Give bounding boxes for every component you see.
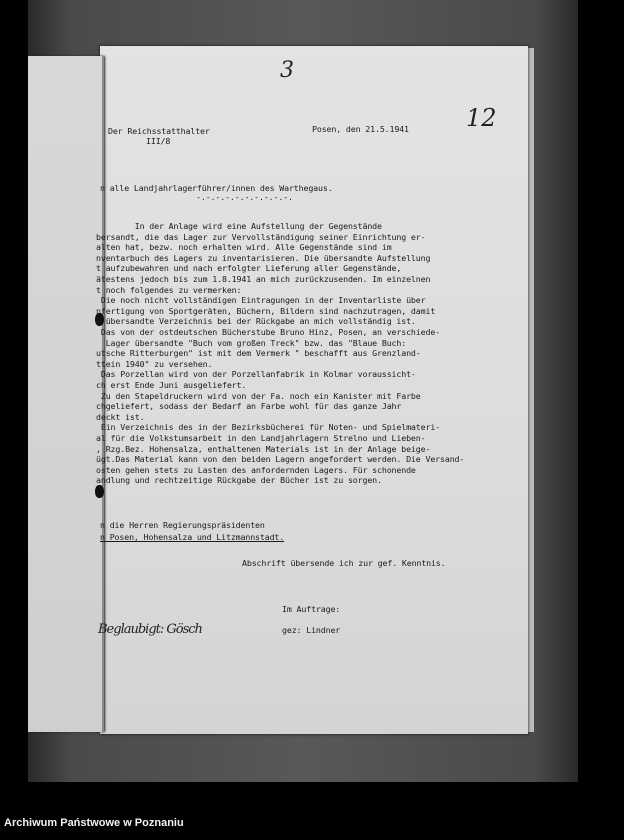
handwritten-signature: Beglaubigt: Gösch [98,622,202,637]
signature-typed: gez: Lindner [282,625,341,635]
body-line: Lager übersandte "Buch vom großen Treck" bzw. das "Blaue Buch: [96,337,407,348]
body-line: ügt.Das Material kann von den beiden Lagern angefordert werden. Die Versand- [96,454,465,465]
archive-footer: Archiwum Państwowe w Poznaniu [4,817,184,829]
body-line: alten hat, bezw. noch erhalten wird. Alle Gegenstände sind im [96,242,392,253]
body-line: e übersandte Verzeichnis bei der Rückgabe an mich vollständig ist. [96,316,416,327]
body-line: ttein 1940" zu versehen. [96,358,213,369]
body-line: Zu den Stapeldruckern wird von der Fa. noch ein Kanister mit Farbe [96,390,421,401]
binding-hole [95,485,104,498]
reference: III/8 [146,136,171,146]
addressee-rule: -.-.-.-.-.-.-.-.-.-. [196,192,293,202]
body-line: Die noch nicht vollständigen Eintragungen in der Inventarliste über [96,295,426,306]
body-line: utsche Ritterburgen" ist mit dem Vermerk " beschafft aus Grenzland- [96,348,421,359]
body-line: Das von der ostdeutschen Bücherstube Bruno Hinz, Posen, an verschiede- [96,327,441,337]
body-line: deckt ist. [96,411,145,422]
folio-number: 12 [466,104,497,132]
body-line: Das Porzellan wird von der Porzellanfabrik in Kolmar voraussicht- [96,369,416,380]
archive-stamp: 3 [280,58,294,83]
body-line: nfertigung von Sportgeräten, Büchern, Bildern sind nachzutragen, damit [96,305,436,316]
body-line: chgeliefert, sodass der Bedarf an Farbe wohl für das ganze Jahr [96,401,402,412]
body-line: bersandt, die das Lager zur Vervollständigung seiner Einrichtung er- [96,231,426,242]
body-line: , Rzg.Bez. Hohensalza, enthaltenen Materials ist in der Anlage beige- [96,443,431,454]
copy-note: Abschrift übersende ich zur gef. Kenntnis. [242,558,446,568]
archive-folder-strip [28,56,104,732]
body-line: In der Anlage wird eine Aufstellung der Gegenstände [96,221,382,231]
body-line: al für die Volkstumsarbeit in den Landjahrlagern Strelno und Lieben- [96,433,426,443]
body-line: ch erst Ende Juni ausgeliefert. [96,380,247,390]
place-date: Posen, den 21.5.1941 [312,124,409,134]
body-line: t aufzubewahren und nach erfolgter Lieferung aller Gegenstände, [96,263,402,274]
addressee: n alle Landjahrlagerführer/innen des Warthegaus. [100,183,333,193]
body-line: t noch folgendes zu vermerken: [96,284,242,295]
sender: Der Reichsstatthalter [108,126,210,136]
im-auftrage: Im Auftrage: [282,604,341,614]
copy-to-line-1: n die Herren Regierungspräsidenten [100,520,265,530]
body-line: andlung und rechtzeitige Rückgabe der Bücher ist zu sorgen. [96,475,382,486]
body-line: nventarbuch des Lagers zu inventarisieren. Die übersandte Aufstellung [96,252,431,263]
body-line: Ein Verzeichnis des in der Bezirksbücherei für Noten- und Spielmateri- [96,422,441,433]
body-line: osten gehen stets zu Lasten des anfordernden Lagers. Für schonende [96,464,416,475]
body-line: ätestens jedoch bis zum 1.8.1941 an mich zurückzusenden. Im einzelnen [96,274,431,284]
copy-to-line-2: n Posen, Hohensalza und Litzmannstadt. [100,532,285,542]
